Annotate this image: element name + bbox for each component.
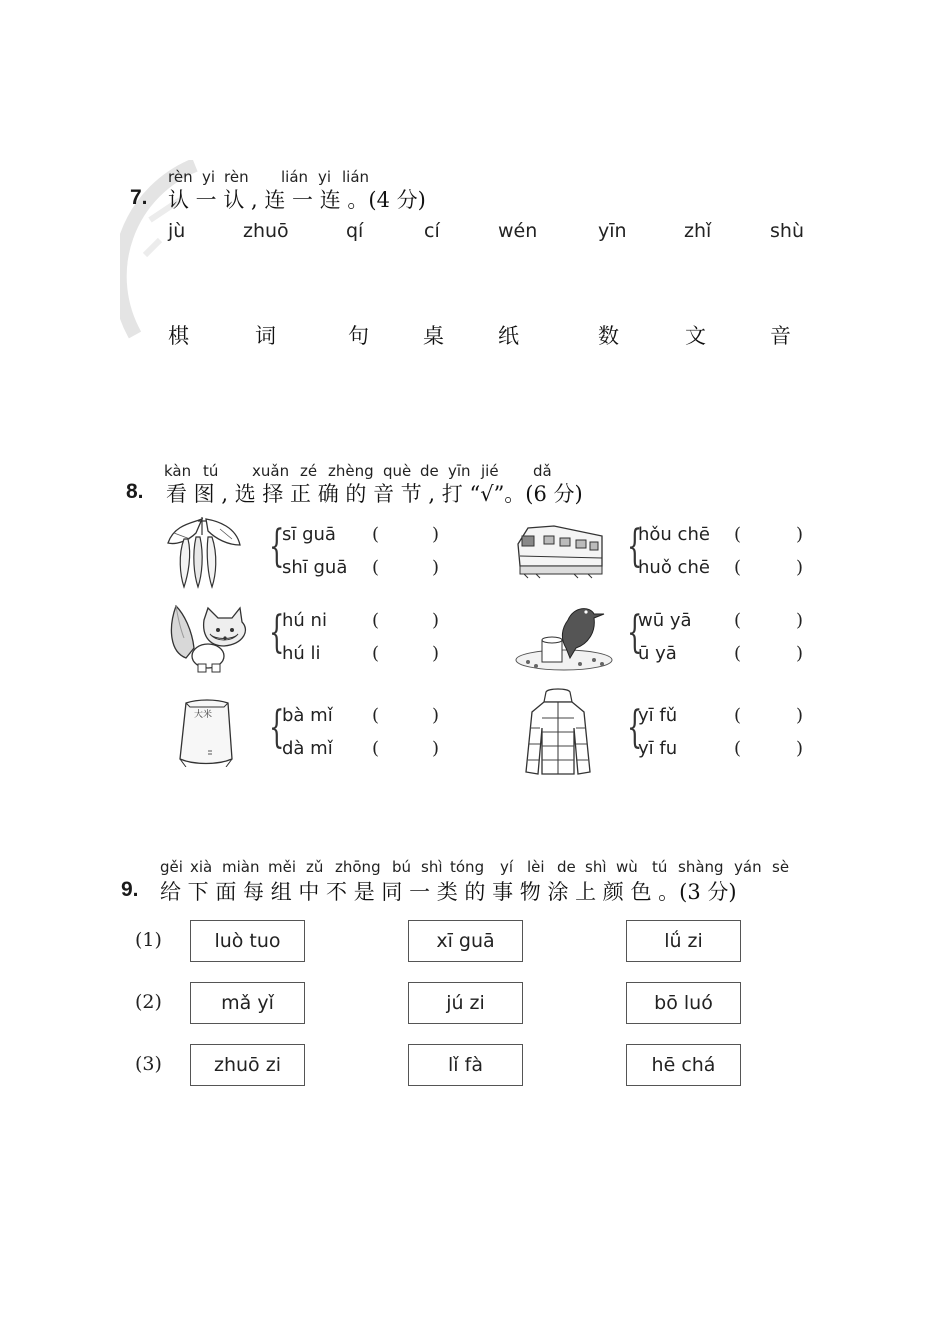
q8-pinyin-8: jié (481, 462, 499, 480)
q9-row-label: (1) (135, 929, 162, 951)
answer-paren-open[interactable]: ( (734, 738, 742, 759)
answer-paren-open[interactable]: ( (372, 643, 380, 664)
brace-icon: { (269, 607, 285, 658)
answer-paren-close[interactable]: ) (796, 557, 804, 578)
q9-title: 给 下 面 每 组 中 不 是 同 一 类 的 事 物 涂 上 颜 色 。(3 分) (160, 880, 737, 904)
jacket-picture (524, 688, 592, 776)
q7-pinyin-0: rèn (168, 168, 193, 186)
q9-pinyin-11: de (557, 858, 576, 876)
q8-title: 看 图 , 选 择 正 确 的 音 节 , 打 “√”。(6 分) (166, 482, 583, 506)
q9-pinyin-16: yán (734, 858, 762, 876)
q8-pinyin-4: zhèng (328, 462, 374, 480)
answer-paren-open[interactable]: ( (734, 610, 742, 631)
rice-bag-label: 大米 (194, 710, 213, 720)
answer-paren-open[interactable]: ( (372, 557, 380, 578)
answer-paren-close[interactable]: ) (432, 524, 440, 545)
q7-pinyin-option[interactable]: wén (498, 220, 538, 242)
answer-paren-close[interactable]: ) (796, 705, 804, 726)
q8-number: 8. (126, 480, 144, 503)
q7-pinyin-2: rèn (224, 168, 249, 186)
q7-pinyin-option[interactable]: zhuō (243, 220, 289, 242)
q7-pinyin-option[interactable]: zhǐ (684, 220, 712, 242)
train-picture (514, 522, 606, 580)
crow-picture (514, 600, 614, 674)
q8-pinyin-1: tú (203, 462, 219, 480)
q8-option: ū yā (638, 643, 677, 664)
answer-paren-open[interactable]: ( (372, 524, 380, 545)
q9-pinyin-9: yí (500, 858, 514, 876)
brace-icon: { (627, 702, 643, 753)
fox-picture (166, 600, 250, 674)
q8-pinyin-6: de (420, 462, 439, 480)
q8-option: sī guā (282, 524, 336, 545)
q9-pinyin-15: shàng (678, 858, 724, 876)
answer-paren-close[interactable]: ) (796, 643, 804, 664)
q9-pinyin-6: bú (392, 858, 412, 876)
answer-paren-close[interactable]: ) (796, 610, 804, 631)
answer-paren-open[interactable]: ( (734, 524, 742, 545)
q8-option: bà mǐ (282, 705, 333, 726)
q9-pinyin-8: tóng (450, 858, 485, 876)
q9-pinyin-12: shì (585, 858, 607, 876)
q8-pinyin-3: zé (300, 462, 318, 480)
q9-pinyin-14: tú (652, 858, 668, 876)
q8-option: huǒ chē (638, 557, 710, 578)
q8-pinyin-0: kàn (164, 462, 192, 480)
pinyin-color-box[interactable]: xī guā (408, 920, 523, 962)
q8-option: wū yā (638, 610, 692, 631)
q8-option: shī guā (282, 557, 348, 578)
q9-pinyin-2: miàn (222, 858, 260, 876)
q9-pinyin-3: měi (268, 858, 297, 876)
q9-pinyin-13: wù (616, 858, 638, 876)
q7-hanzi-option[interactable]: 文 (685, 324, 706, 348)
brace-icon: { (269, 521, 285, 572)
q8-option: hú ni (282, 610, 327, 631)
answer-paren-open[interactable]: ( (734, 643, 742, 664)
q9-pinyin-0: gěi (160, 858, 183, 876)
q7-hanzi-option[interactable]: 句 (348, 324, 369, 348)
q9-number: 9. (121, 878, 139, 901)
q9-pinyin-1: xià (190, 858, 213, 876)
answer-paren-close[interactable]: ) (796, 524, 804, 545)
q7-hanzi-option[interactable]: 棋 (168, 324, 189, 348)
q7-pinyin-1: yi (202, 168, 216, 186)
pinyin-color-box[interactable]: hē chá (626, 1044, 741, 1086)
answer-paren-close[interactable]: ) (432, 610, 440, 631)
q9-pinyin-10: lèi (527, 858, 545, 876)
q7-hanzi-option[interactable]: 词 (255, 324, 276, 348)
pinyin-color-box[interactable]: lǐ fà (408, 1044, 523, 1086)
q7-pinyin-5: lián (342, 168, 370, 186)
q7-number: 7. (130, 186, 148, 209)
q9-pinyin-5: zhōng (335, 858, 381, 876)
q7-hanzi-option[interactable]: 音 (770, 324, 791, 348)
q7-hanzi-option[interactable]: 桌 (423, 324, 444, 348)
q9-pinyin-7: shì (421, 858, 443, 876)
pinyin-color-box[interactable]: jú zi (408, 982, 523, 1024)
answer-paren-open[interactable]: ( (734, 557, 742, 578)
q9-pinyin-17: sè (772, 858, 790, 876)
q7-pinyin-option[interactable]: yīn (598, 220, 627, 242)
brace-icon: { (627, 607, 643, 658)
brace-icon: { (269, 702, 285, 753)
q7-pinyin-option[interactable]: shù (770, 220, 804, 242)
answer-paren-close[interactable]: ) (432, 643, 440, 664)
q7-hanzi-option[interactable]: 纸 (498, 324, 519, 348)
q8-option: hǒu chē (638, 524, 710, 545)
answer-paren-open[interactable]: ( (734, 705, 742, 726)
q9-row-label: (2) (135, 991, 162, 1013)
q7-pinyin-option[interactable]: qí (346, 220, 364, 242)
q8-pinyin-9: dǎ (533, 462, 552, 480)
pinyin-color-box[interactable]: zhuō zi (190, 1044, 305, 1086)
answer-paren-open[interactable]: ( (372, 610, 380, 631)
answer-paren-open[interactable]: ( (372, 705, 380, 726)
answer-paren-close[interactable]: ) (432, 705, 440, 726)
q8-option: dà mǐ (282, 738, 333, 759)
q7-hanzi-option[interactable]: 数 (598, 324, 619, 348)
answer-paren-close[interactable]: ) (432, 557, 440, 578)
pinyin-color-box[interactable]: luò tuo (190, 920, 305, 962)
q8-pinyin-2: xuǎn (252, 462, 290, 480)
brace-icon: { (627, 521, 643, 572)
q9-row-label: (3) (135, 1053, 162, 1075)
pinyin-color-box[interactable]: lǘ zi (626, 920, 741, 962)
q8-option: yī fǔ (638, 705, 678, 726)
q8-option: hú li (282, 643, 321, 664)
pinyin-color-box[interactable]: mǎ yǐ (190, 982, 305, 1024)
answer-paren-close[interactable]: ) (432, 738, 440, 759)
q9-pinyin-4: zǔ (306, 858, 324, 876)
pinyin-color-box[interactable]: bō luó (626, 982, 741, 1024)
q8-pinyin-7: yīn (448, 462, 471, 480)
q7-pinyin-option[interactable]: cí (424, 220, 440, 242)
answer-paren-open[interactable]: ( (372, 738, 380, 759)
q7-pinyin-4: yi (318, 168, 332, 186)
q8-option: yī fu (638, 738, 678, 759)
loofah-picture (162, 515, 244, 589)
rice-bag-picture (178, 697, 234, 767)
q8-pinyin-5: què (383, 462, 412, 480)
q7-pinyin-3: lián (281, 168, 309, 186)
q7-title: 认 一 认 , 连 一 连 。(4 分) (168, 188, 426, 212)
q7-pinyin-option[interactable]: jù (168, 220, 186, 242)
answer-paren-close[interactable]: ) (796, 738, 804, 759)
